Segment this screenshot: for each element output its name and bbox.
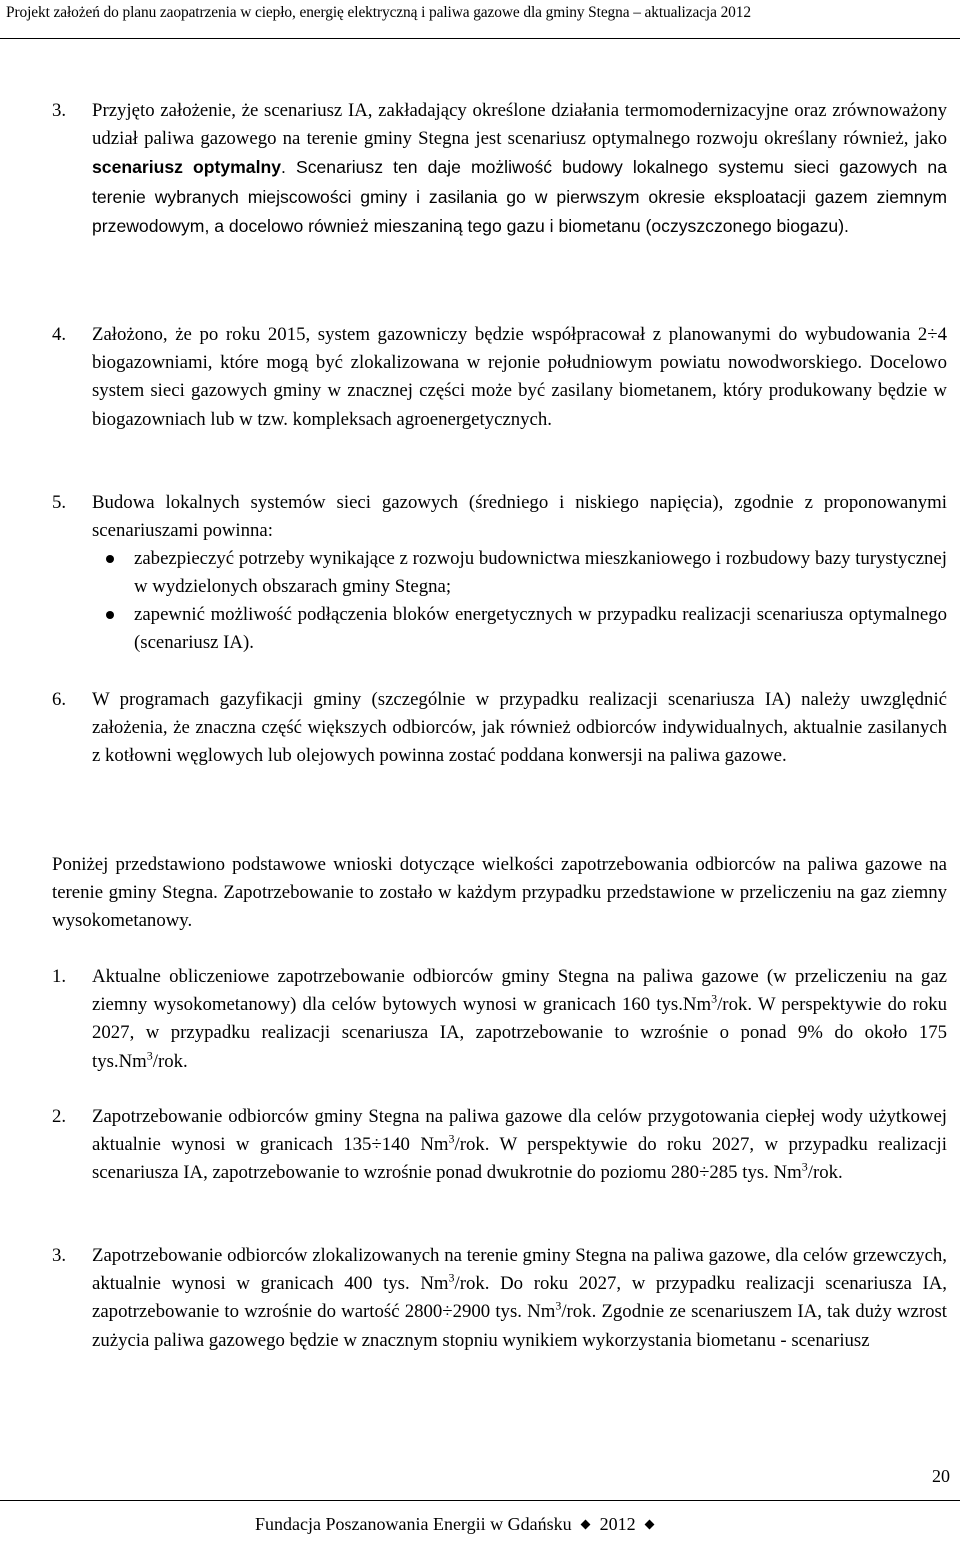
superscript: 3	[711, 991, 718, 1006]
item-text-end: /rok.	[807, 1162, 843, 1184]
diamond-icon	[645, 1520, 655, 1530]
item-text-continued: . Scenariusz ten daje możliwość budowy lokalnego systemu sieci gazowych na terenie wybranych miejscowości gminy i zasilania go w pierwszym okresie eksploatacji gazem ziemnym przewodowym, a docelowo również mieszaniną tego gazu i biometanu (oczyszczonego biogazu).	[92, 157, 947, 236]
item-text: Zapotrzebowanie odbiorców gminy Stegna na paliwa gazowe dla celów przygotowania ciepłej wody użytkowej aktualnie wynosi w granicach 135÷140 Nm	[92, 1106, 947, 1156]
item-text: Aktualne obliczeniowe zapotrzebowanie odbiorców gminy Stegna na paliwa gazowe (w przeliczeniu na gaz ziemny wysokometanowy) dla celów bytowych wynosi w granicach 160 tys.Nm	[92, 966, 947, 1016]
item-text-end: /rok.	[152, 1050, 188, 1072]
item-text-continued: /rok. W perspektywie do roku 2027, w przypadku realizacji scenariusza IA, zapotrzebowanie to wzrośnie o ponad 9% do około 175 tys.Nm	[92, 994, 947, 1072]
superscript: 3	[448, 1270, 455, 1285]
item-number: 6.	[52, 689, 67, 710]
item-number: 3.	[52, 100, 67, 121]
page-header	[0, 0, 960, 39]
item-text-continued: /rok. Do roku 2027, w przypadku realizacji scenariusza IA, zapotrzebowanie to wzrośnie do wartość 2800÷2900 tys. Nm	[92, 1273, 948, 1323]
intro-paragraph: Poniżej przedstawiono podstawowe wnioski dotyczące wielkości zapotrzebowania odbiorców na paliwa gazowe na terenie gminy Stegna. Zapotrzebowanie to zostało w każdym przypadku przedstawione w przeliczeniu na gaz ziemny wysokometanowy.	[52, 854, 947, 932]
bullet-item: zapewnić możliwość podłączenia bloków energetycznych w przypadku realizacji scenariusza optymalnego (scenariusz IA).	[134, 604, 947, 654]
item-number: 4.	[52, 324, 67, 345]
item-text: W programach gazyfikacji gminy (szczególnie w przypadku realizacji scenariusza IA) należy uwzględnić założenia, że znaczna część większych odbiorców, jak również odbiorców indywidualnych, aktualnie zasilanych z kotłowni węglowych lub olejowych powinna zostać poddana konwersji na paliwa gazowe.	[92, 689, 947, 767]
item-number: 5.	[52, 492, 67, 513]
item-number: 3.	[52, 1245, 67, 1266]
item-text-continued: /rok. W perspektywie do roku 2027, w przypadku realizacji scenariusza IA, zapotrzebowanie to wzrośnie ponad dwukrotnie do poziomu 280÷285 tys. Nm	[92, 1134, 947, 1184]
superscript: 3	[448, 1131, 455, 1146]
page-footer	[255, 1514, 659, 1535]
item-number: 1.	[52, 966, 67, 987]
footer-org: Fundacja Poszanowania Energii w Gdańsku	[255, 1514, 572, 1534]
item-text: Założono, że po roku 2015, system gazowniczy będzie współpracował z planowanymi do wybudowania 2÷4 biogazowniami, które mogą być zlokalizowana w rejonie południowym powiatu nowodworskiego. Docelowo system sieci gazowych gminy w znacznej części może być zasilany biometanem, który produkowany będzie w biogazowniach lub w tzw. kompleksach agroenergetycznych.	[92, 324, 947, 430]
page-number: 20	[932, 1466, 950, 1486]
footer-year: 2012	[599, 1514, 636, 1534]
superscript: 3	[555, 1299, 562, 1314]
header-title: Projekt założeń do planu zaopatrzenia w ciepło, energię elektryczną i paliwa gazowe dla gminy Stegna – aktualizacja 2012	[6, 4, 751, 21]
footer-divider	[0, 1500, 960, 1501]
superscript: 3	[801, 1160, 808, 1175]
item-text-end: /rok. Zgodnie ze scenariuszem IA, tak duży wzrost zużycia paliwa gazowego będzie w znacznym stopniu wynikiem wykorzystania biometanu - scenariusz	[92, 1301, 947, 1351]
emphasis-text: scenariusz optymalny	[92, 157, 282, 178]
bullet-icon	[106, 611, 114, 619]
item-text: Zapotrzebowanie odbiorców zlokalizowanych na terenie gminy Stegna na paliwa gazowe, dla celów grzewczych, aktualnie wynosi w granicach 400 tys. Nm	[92, 1245, 947, 1295]
bullet-item: zabezpieczyć potrzeby wynikające z rozwoju budownictwa mieszkaniowego i rozbudowy bazy turystycznej w wydzielonych obszarach gminy Stegna;	[134, 548, 947, 598]
item-number: 2.	[52, 1106, 67, 1127]
list-item-5	[52, 489, 947, 669]
item-text: Budowa lokalnych systemów sieci gazowych (średniego i niskiego napięcia), zgodnie z proponowanymi scenariuszami powinna:	[92, 492, 947, 542]
item-text: Przyjęto założenie, że scenariusz IA, zakładający określone działania termomodernizacyjne oraz zrównoważony udział paliwa gazowego na terenie gminy Stegna jest scenariusz optymalnego rozwoju określany również, jako	[92, 100, 947, 150]
diamond-icon	[581, 1520, 591, 1530]
superscript: 3	[146, 1048, 153, 1063]
bullet-icon	[106, 555, 114, 563]
